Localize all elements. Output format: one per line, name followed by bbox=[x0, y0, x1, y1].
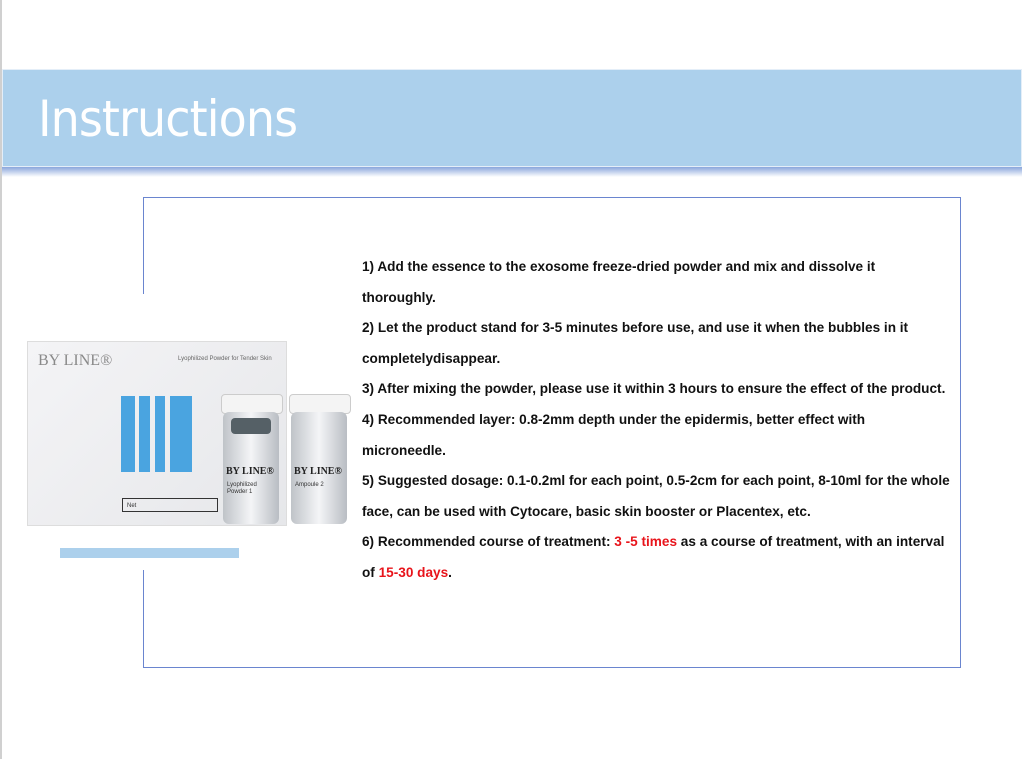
vial-ampoule bbox=[291, 412, 347, 524]
step-1: 1) Add the essence to the exosome freeze-dried powder and mix and dissolve it thoroughly. bbox=[362, 259, 876, 305]
vial-cap bbox=[289, 394, 351, 414]
days-highlight: 15-30 days bbox=[378, 564, 449, 580]
frame-border bbox=[143, 197, 144, 294]
vial1-brand: BY LINE® bbox=[226, 466, 274, 477]
accent-bar bbox=[60, 548, 239, 558]
product-image bbox=[27, 341, 351, 525]
box-subtitle: Lyophilized Powder for Tender Skin bbox=[178, 356, 272, 362]
vial-stopper bbox=[231, 418, 271, 434]
step-3: 3) After mixing the powder, please use it within 3 hours to ensure the effect of the product. bbox=[362, 381, 946, 397]
box-stripe bbox=[170, 396, 192, 472]
frame-border bbox=[960, 197, 961, 668]
step-6-text: . bbox=[448, 564, 452, 580]
frame-border bbox=[143, 570, 144, 668]
vial2-brand: BY LINE® bbox=[294, 466, 342, 477]
net-label: Net bbox=[127, 503, 137, 509]
vial1-sub: Lyophilized Powder 1 bbox=[227, 482, 257, 495]
page-title: Instructions bbox=[38, 90, 298, 148]
banner-shadow bbox=[2, 167, 1022, 177]
vial2-sub: Ampoule 2 bbox=[295, 482, 324, 488]
box-stripe bbox=[155, 396, 165, 472]
vial-cap bbox=[221, 394, 283, 414]
box-brand: BY LINE® bbox=[38, 352, 113, 369]
step-6-text: 6) Recommended course of treatment: bbox=[362, 534, 615, 550]
step-5: 5) Suggested dosage: 0.1-0.2ml for each point, 0.5-2cm for each point, 8-10ml for the whole face, can be used with Cytocare, basic skin booster or Placentex, etc. bbox=[362, 473, 950, 519]
step-6 bbox=[362, 527, 952, 588]
frame-border bbox=[143, 197, 961, 198]
frame-border bbox=[143, 667, 961, 668]
box-net-label bbox=[122, 498, 218, 512]
step-6-text: as a course of treatment, with an interval of bbox=[362, 534, 945, 580]
box-stripe bbox=[139, 396, 150, 472]
step-2: 2) Let the product stand for 3-5 minutes before use, and use it when the bubbles in it completelydisappear. bbox=[362, 320, 909, 366]
box-stripe bbox=[121, 396, 135, 472]
step-4: 4) Recommended layer: 0.8-2mm depth under the epidermis, better effect with microneedle. bbox=[362, 411, 866, 458]
instructions-list bbox=[362, 252, 952, 589]
vial-powder bbox=[223, 412, 279, 524]
times-highlight: 3 -5 times bbox=[614, 534, 678, 550]
